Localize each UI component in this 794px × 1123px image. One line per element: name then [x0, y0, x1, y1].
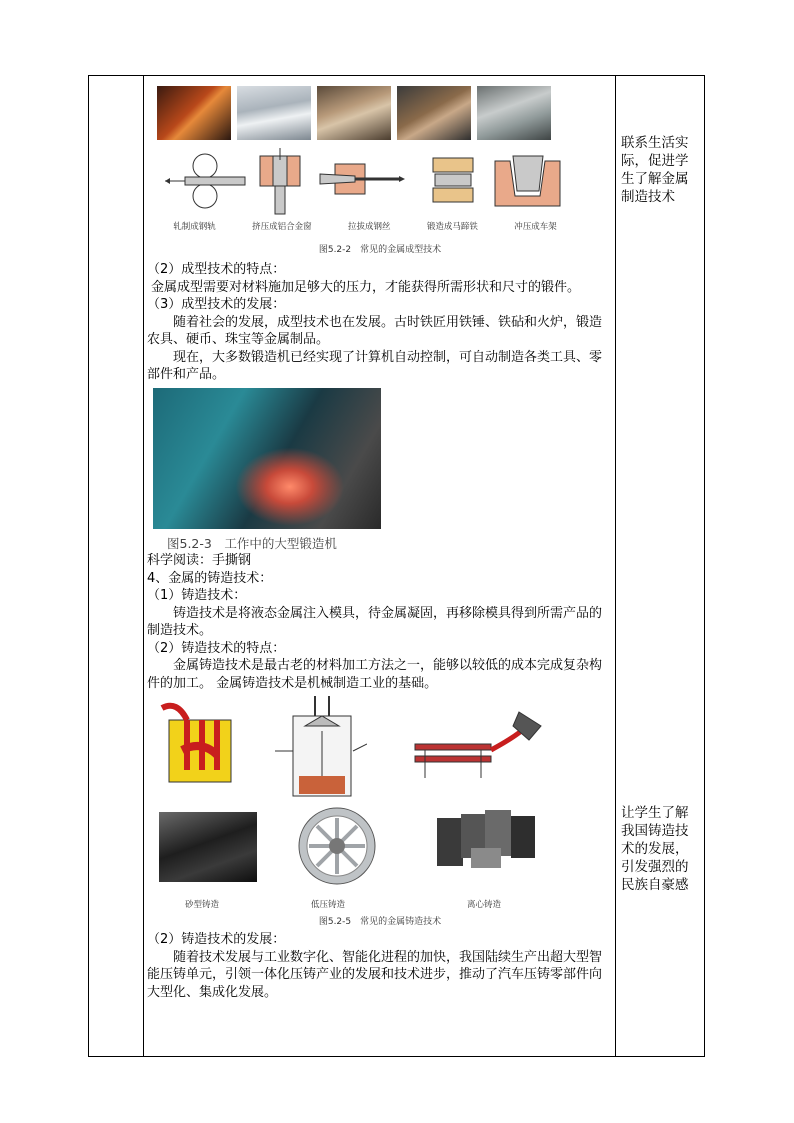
forging-photo	[397, 86, 471, 140]
paragraph: 现在，大多数锻造机已经实现了计算机自动控制，可自动制造各类工具、零部件和产品。	[147, 349, 603, 382]
forming-diagram-labels	[155, 220, 575, 232]
centrifugal-diagram	[409, 706, 559, 786]
engine-block-photo	[159, 812, 257, 882]
heading-casting-development: （2）铸造技术的发展：	[147, 932, 286, 947]
paragraph: 随着社会的发展，成型技术也在发展。古时铁匠用铁锤、铁砧和火炉，锻造农具、硬币、珠宝等金属制品。	[147, 314, 603, 347]
casting-label: 低压铸造	[311, 900, 346, 910]
cylinder-liners-photo	[431, 804, 541, 874]
figure-caption: 图5.2-3 工作中的大型锻造机	[167, 535, 337, 551]
diagram-label: 拉拔成钢丝	[347, 222, 391, 232]
diagram-label: 锻造成马蹄铁	[426, 222, 478, 232]
side-note-1: 联系生活实际，促进学生了解金属制造技术	[621, 135, 689, 205]
column-divider	[143, 76, 144, 1056]
main-content	[147, 82, 613, 1001]
figure-caption: 图5.2-5 常见的金属铸造技术	[318, 917, 442, 927]
casting-label: 离心铸造	[467, 900, 502, 910]
extrusion-photo	[237, 86, 311, 140]
stamping-diagram	[495, 156, 560, 206]
heading-casting-tech: （1）铸造技术：	[147, 588, 247, 603]
extrusion-diagram	[260, 148, 300, 214]
column-divider	[615, 76, 616, 1056]
diagram-label: 挤压成铝合金窗	[252, 222, 312, 232]
paragraph: 金属成型需要对材料施加足够大的压力，才能获得所需形状和尺寸的锻件。	[151, 279, 581, 295]
paragraph: 随着技术发展与工业数字化、智能化进程的加快，我国陆续生产出超大型智能压铸单元，引领一体化压铸产业的发展和技术进步，推动了汽车压铸零部件向大型化、集成化发展。	[147, 949, 603, 1000]
figure-caption: 图5.2-2 常见的金属成型技术	[318, 245, 442, 255]
low-pressure-diagram	[275, 696, 367, 802]
casting-figures	[147, 700, 607, 918]
diagram-label: 冲压成车架	[514, 222, 557, 232]
drawing-diagram	[320, 164, 405, 194]
forming-diagrams	[155, 146, 595, 216]
rolling-photo	[157, 86, 231, 140]
stamping-photo	[477, 86, 551, 140]
forging-machine-photo	[153, 388, 381, 529]
forging-diagram	[433, 158, 473, 202]
casting-label: 砂型铸造	[185, 900, 220, 910]
wheel-photo	[297, 806, 377, 886]
heading-casting: 4、金属的铸造技术：	[147, 570, 273, 586]
rolling-diagram	[165, 154, 245, 208]
drawing-photo	[317, 86, 391, 140]
side-note-2: 让学生了解我国铸造技术的发展，引发强烈的民族自豪感	[621, 805, 689, 893]
heading-casting-features: （2）铸造技术的特点：	[147, 640, 286, 656]
heading-forming-development: （3）成型技术的发展：	[147, 297, 286, 312]
lesson-table	[88, 75, 705, 1057]
paragraph: 铸造技术是将液态金属注入模具，待金属凝固，再移除模具得到所需产品的制造技术。	[147, 605, 603, 638]
forming-photos	[157, 86, 613, 140]
science-reading: 科学阅读：手撕钢	[147, 553, 252, 568]
diagram-label: 轧制成钢轨	[173, 222, 216, 232]
heading-forming-features: （2）成型技术的特点：	[147, 262, 286, 277]
sand-casting-diagram	[157, 700, 247, 790]
paragraph: 金属铸造技术是最古老的材料加工方法之一，能够以较低的成本完成复杂构件的加工。 金属铸造技术是机械制造工业的基础。	[147, 658, 603, 691]
